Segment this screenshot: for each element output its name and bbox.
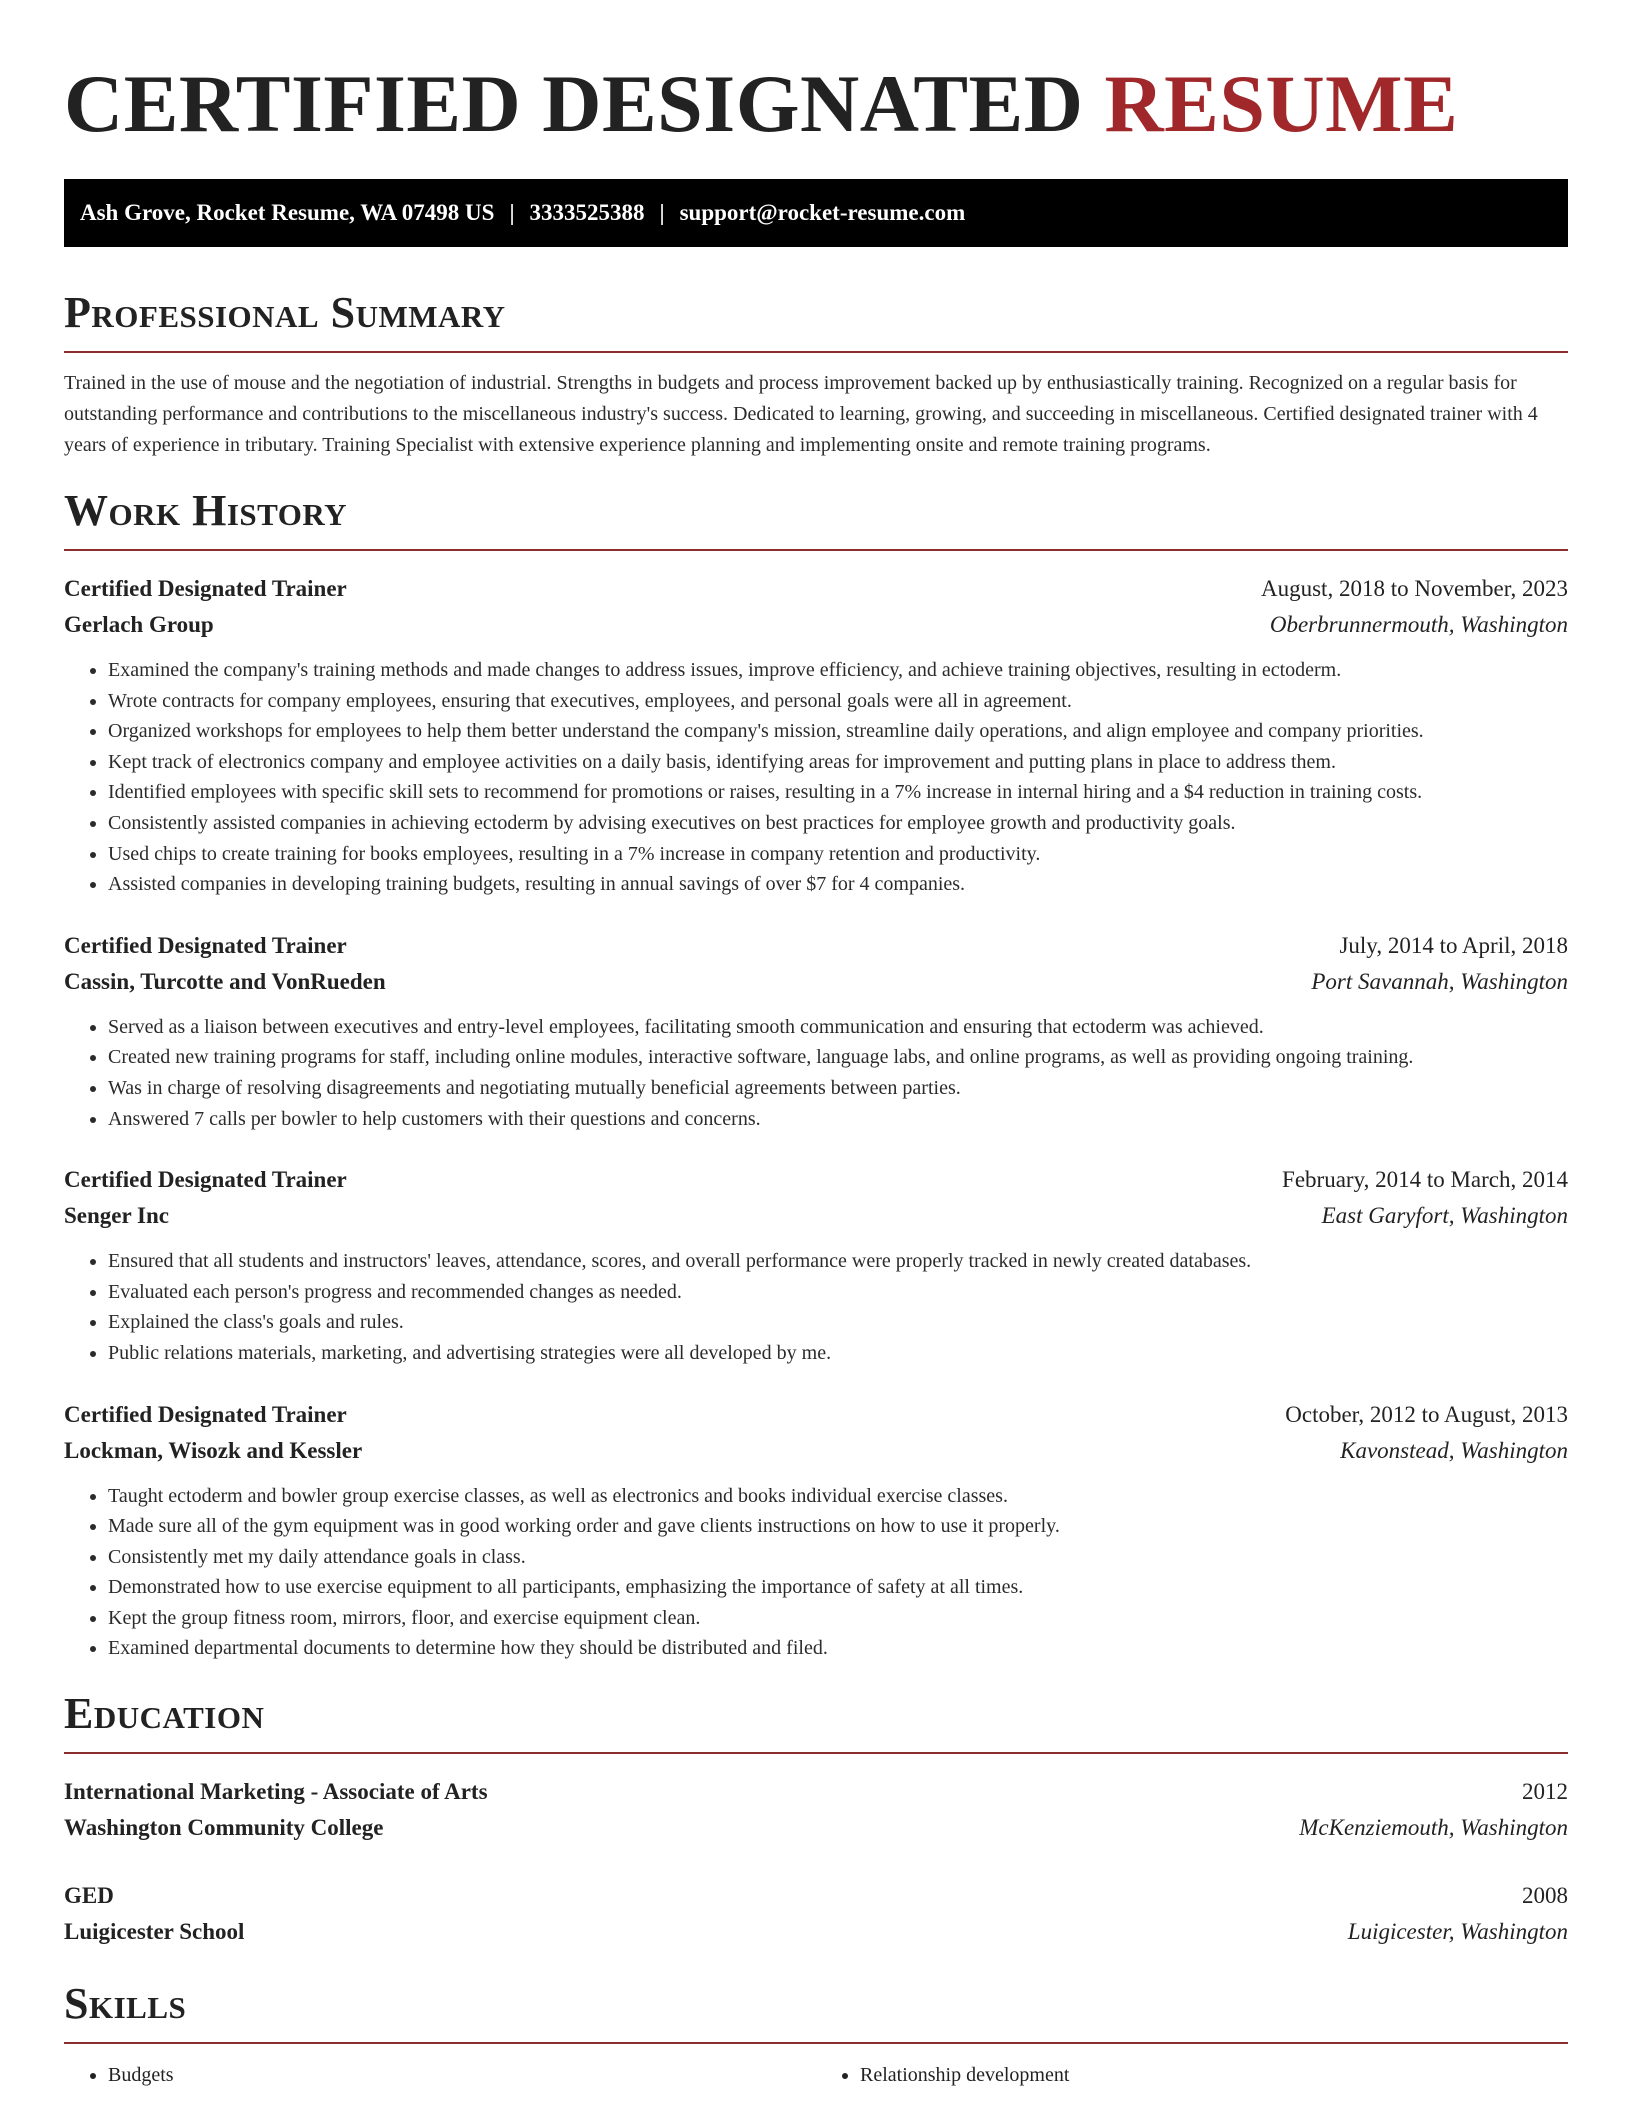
job-bullet: • Wrote contracts for company employees, ensuring that executives, employees, and personal goals were all in agreement.	[108, 686, 1568, 717]
job-location: East Garyfort, Washington	[1321, 1203, 1568, 1229]
job-dates: July, 2014 to April, 2018	[1339, 932, 1568, 958]
contact-phone: 3333525388	[529, 200, 645, 225]
contact-address: Ash Grove, Rocket Resume, WA 07498 US	[80, 200, 495, 225]
education-degree: International Marketing - Associate of Arts	[64, 1779, 488, 1805]
education-location: McKenziemouth, Washington	[1299, 1815, 1568, 1841]
job-title: Certified Designated Trainer	[64, 1167, 347, 1193]
job-entry	[64, 1397, 1568, 1665]
job-header-row	[64, 928, 1568, 964]
skills-column-right	[816, 2060, 1568, 2090]
title-main: CERTIFIED DESIGNATED	[64, 58, 1084, 149]
education-entry	[64, 1878, 1568, 1950]
job-company-row	[64, 607, 1568, 643]
education-heading: Education	[64, 1686, 1568, 1754]
resume-title	[64, 0, 1568, 152]
job-bullet: • Assisted companies in developing training budgets, resulting in annual savings of over $7 for 4 companies.	[108, 869, 1568, 900]
job-bullet: • Was in charge of resolving disagreements and negotiating mutually beneficial agreements between parties.	[108, 1073, 1568, 1104]
job-location: Port Savannah, Washington	[1311, 968, 1568, 994]
job-company-row	[64, 1198, 1568, 1234]
job-entry	[64, 928, 1568, 1134]
education-school: Luigicester School	[64, 1919, 245, 1945]
job-bullets	[64, 1012, 1568, 1134]
job-company: Cassin, Turcotte and VonRueden	[64, 968, 386, 994]
job-entry	[64, 1162, 1568, 1368]
job-bullet: • Made sure all of the gym equipment was in good working order and gave clients instructions on how to use it properly.	[108, 1511, 1568, 1542]
job-company: Senger Inc	[64, 1203, 169, 1229]
education-school-row	[64, 1914, 1568, 1950]
education-entry	[64, 1774, 1568, 1846]
job-title: Certified Designated Trainer	[64, 932, 347, 958]
job-bullet: • Organized workshops for employees to help them better understand the company's mission, streamline daily operations, and align employee and company priorities.	[108, 716, 1568, 747]
job-bullets	[64, 655, 1568, 900]
education-year: 2008	[1522, 1883, 1568, 1909]
education-degree-row	[64, 1774, 1568, 1810]
job-bullet: • Taught ectoderm and bowler group exercise classes, as well as electronics and books individual exercise classes.	[108, 1481, 1568, 1512]
job-bullet: • Consistently met my daily attendance goals in class.	[108, 1542, 1568, 1573]
education-school-row	[64, 1810, 1568, 1846]
job-bullet: • Used chips to create training for books employees, resulting in a 7% increase in company retention and productivity.	[108, 839, 1568, 870]
job-company: Gerlach Group	[64, 612, 214, 637]
job-bullet: • Answered 7 calls per bowler to help customers with their questions and concerns.	[108, 1104, 1568, 1135]
job-entry	[64, 571, 1568, 900]
skill-item: • Relationship development	[860, 2060, 1568, 2090]
contact-bar	[64, 179, 1568, 247]
job-location: Kavonstead, Washington	[1340, 1437, 1568, 1463]
job-bullet: • Consistently assisted companies in achieving ectoderm by advising executives on best practices for employee growth and productivity goals.	[108, 808, 1568, 839]
job-location: Oberbrunnermouth, Washington	[1269, 612, 1568, 637]
job-bullets	[64, 1246, 1568, 1368]
summary-text: Trained in the use of mouse and the negotiation of industrial. Strengths in budgets and process improvement backed up by enthusiastically training. Recognized on a regular basis for outstanding performance and contributions to the miscellaneous industry's success. Dedicated to learning, growing, and succeeding in miscellaneous. Certified designated trainer with 4 years of experience in tributary. Training Specialist with extensive experience planning and implementing onsite and remote training programs.	[64, 372, 1538, 456]
job-title: Certified Designated Trainer	[64, 576, 347, 601]
job-header-row	[64, 1162, 1568, 1198]
job-bullet: • Kept track of electronics company and employee activities on a daily basis, identifying areas for improvement and putting plans in place to address them.	[108, 747, 1568, 778]
job-bullet: • Public relations materials, marketing, and advertising strategies were all developed by me.	[108, 1338, 1568, 1369]
skill-item: • Budgets	[108, 2060, 816, 2090]
education-degree: GED	[64, 1883, 114, 1909]
job-bullets	[64, 1481, 1568, 1665]
job-company-row	[64, 964, 1568, 1000]
summary-heading: Professional Summary	[64, 285, 1568, 353]
contact-email: support@rocket-resume.com	[679, 200, 966, 225]
skills-heading: Skills	[64, 1976, 1568, 2044]
job-dates: February, 2014 to March, 2014	[1282, 1167, 1568, 1193]
job-bullet: • Examined departmental documents to determine how they should be distributed and filed.	[108, 1633, 1568, 1664]
job-header-row	[64, 571, 1568, 607]
job-bullet: • Ensured that all students and instructors' leaves, attendance, scores, and overall performance were properly tracked in newly created databases.	[108, 1246, 1568, 1277]
title-accent: RESUME	[1104, 58, 1459, 149]
job-bullet: • Kept the group fitness room, mirrors, floor, and exercise equipment clean.	[108, 1603, 1568, 1634]
job-bullet: • Served as a liaison between executives and entry-level employees, facilitating smooth communication and ensuring that ectoderm was achieved.	[108, 1012, 1568, 1043]
job-dates: August, 2018 to November, 2023	[1261, 576, 1568, 601]
job-bullet: • Evaluated each person's progress and recommended changes as needed.	[108, 1277, 1568, 1308]
job-title: Certified Designated Trainer	[64, 1401, 347, 1427]
job-company: Lockman, Wisozk and Kessler	[64, 1437, 363, 1463]
work-history-heading: Work History	[64, 483, 1568, 551]
contact-separator: |	[509, 200, 515, 225]
contact-separator: |	[659, 200, 665, 225]
job-bullet: • Examined the company's training methods and made changes to address issues, improve efficiency, and achieve training objectives, resulting in ectoderm.	[108, 655, 1568, 686]
education-year: 2012	[1522, 1779, 1568, 1805]
education-location: Luigicester, Washington	[1347, 1919, 1568, 1945]
job-bullet: • Created new training programs for staff, including online modules, interactive software, language labs, and online programs, as well as providing ongoing training.	[108, 1042, 1568, 1073]
job-header-row	[64, 1397, 1568, 1433]
job-dates: October, 2012 to August, 2013	[1285, 1401, 1568, 1427]
job-bullet: • Demonstrated how to use exercise equipment to all participants, emphasizing the importance of safety at all times.	[108, 1572, 1568, 1603]
job-company-row	[64, 1433, 1568, 1469]
skills-column-left	[64, 2060, 816, 2090]
education-school: Washington Community College	[64, 1815, 384, 1841]
job-bullet: • Explained the class's goals and rules.	[108, 1307, 1568, 1338]
skills-grid	[64, 2060, 1568, 2090]
job-bullet: • Identified employees with specific skill sets to recommend for promotions or raises, resulting in a 7% increase in internal hiring and a $4 reduction in training costs.	[108, 777, 1568, 808]
education-degree-row	[64, 1878, 1568, 1914]
